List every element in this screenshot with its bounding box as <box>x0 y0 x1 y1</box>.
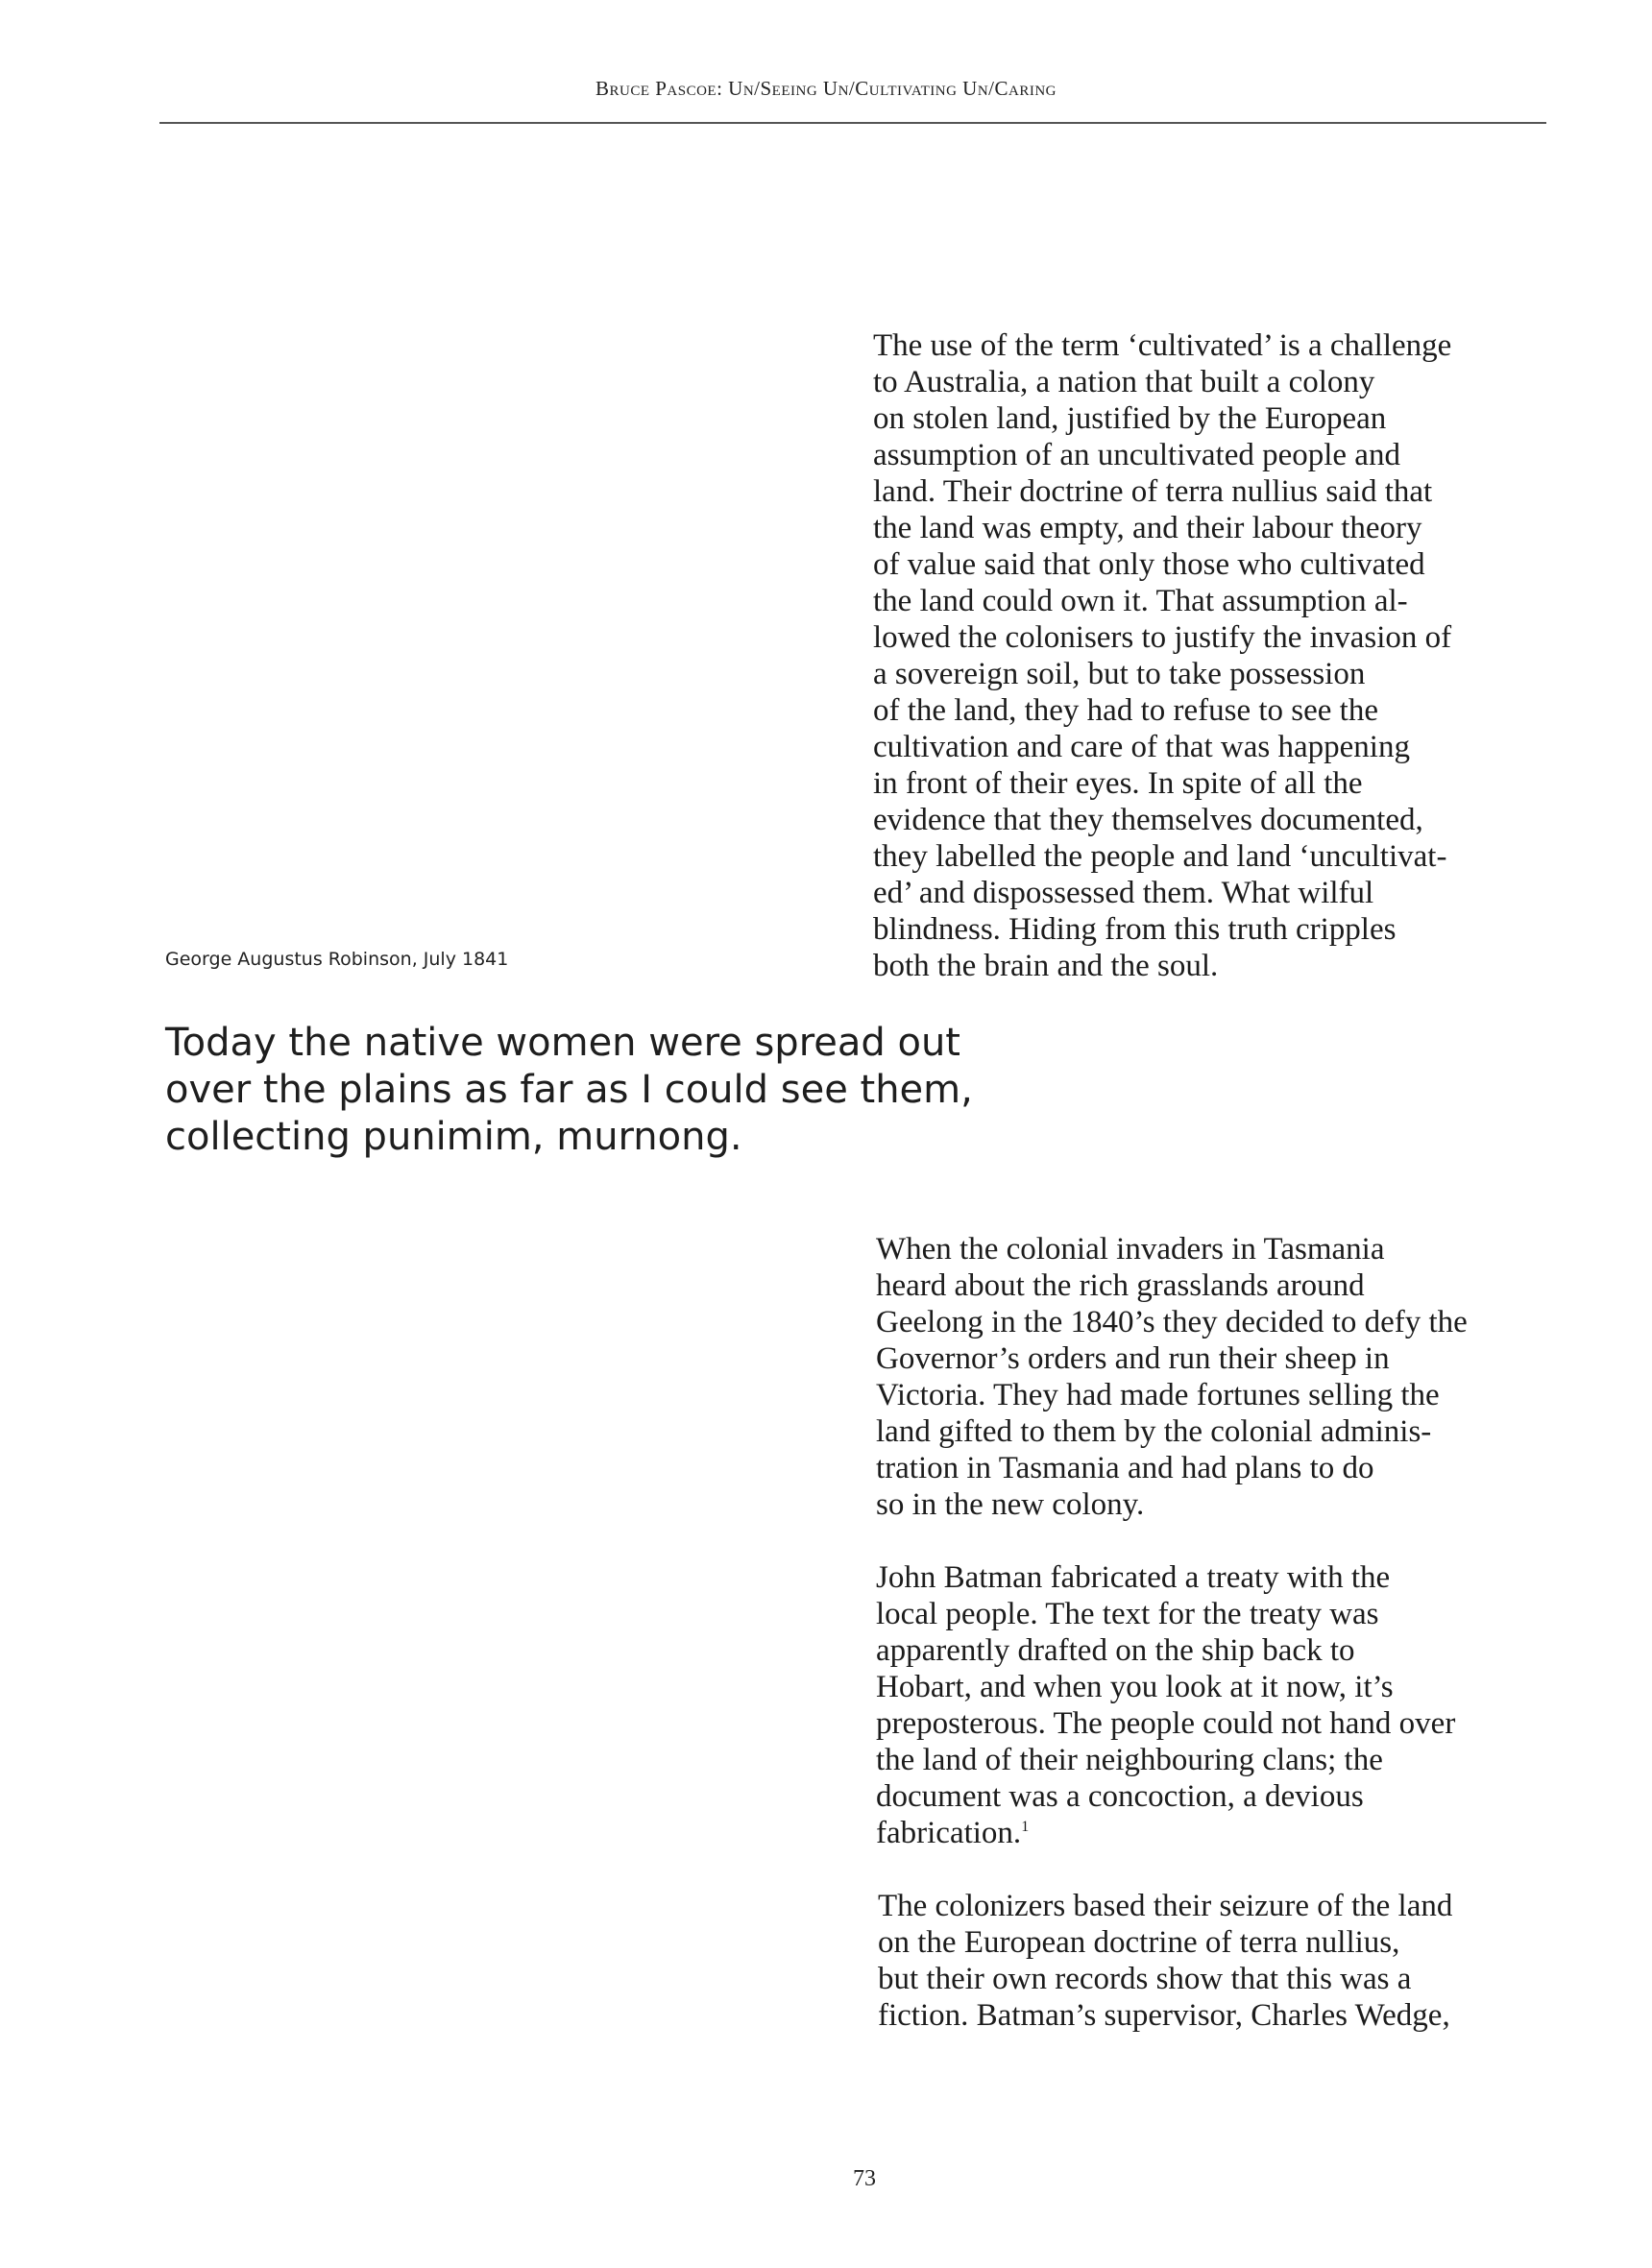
text-line: Geelong in the 1840’s they decided to defy the <box>876 1305 1468 1339</box>
text-line: The colonizers based their seizure of the land <box>878 1889 1453 1923</box>
text-line: tration in Tasmania and had plans to do <box>876 1451 1374 1485</box>
text-line: preposterous. The people could not hand over <box>876 1706 1456 1741</box>
pull-quote-line: over the plains as far as I could see them, <box>165 1068 973 1112</box>
text-line: heard about the rich grasslands around <box>876 1268 1365 1303</box>
paragraph-batman-treaty <box>876 1559 1455 1851</box>
text-line: both the brain and the soul. <box>873 949 1219 983</box>
text-line: apparently drafted on the ship back to <box>876 1633 1355 1668</box>
text-line: local people. The text for the treaty was <box>876 1597 1379 1631</box>
text-line: ed’ and dispossessed them. What wilful <box>873 876 1374 910</box>
text-line: fiction. Batman’s supervisor, Charles Wedge, <box>878 1998 1450 2033</box>
text-line <box>876 1815 1455 1851</box>
header-rule <box>159 122 1546 124</box>
text-line: Governor’s orders and run their sheep in <box>876 1341 1390 1376</box>
text-line: a sovereign soil, but to take possession <box>873 657 1366 691</box>
text-line: but their own records show that this was a <box>878 1962 1412 1996</box>
footnote-marker[interactable]: 1 <box>1021 1819 1030 1835</box>
text-line: land. Their doctrine of terra nullius said that <box>873 474 1433 509</box>
text-line: lowed the colonisers to justify the invasion of <box>873 620 1452 655</box>
text-line: of value said that only those who cultivated <box>873 547 1425 582</box>
text-line: on stolen land, justified by the European <box>873 401 1387 436</box>
pull-quote <box>165 1020 973 1161</box>
page-number: 73 <box>853 2166 876 2191</box>
text-line: of the land, they had to refuse to see the <box>873 693 1378 728</box>
text-line: Hobart, and when you look at it now, it’s <box>876 1670 1394 1704</box>
text-line: document was a concoction, a devious <box>876 1779 1364 1814</box>
text-line: blindness. Hiding from this truth cripples <box>873 912 1397 947</box>
text-line-content: fabrication. <box>876 1816 1022 1850</box>
text-line: the land was empty, and their labour theory <box>873 511 1422 545</box>
text-line: to Australia, a nation that built a colony <box>873 365 1375 399</box>
text-line: they labelled the people and land ‘uncultivat- <box>873 839 1447 874</box>
text-line: Victoria. They had made fortunes selling the <box>876 1378 1440 1412</box>
text-line: the land of their neighbouring clans; the <box>876 1743 1383 1777</box>
paragraph-terra-nullius <box>873 327 1451 984</box>
paragraph-colonial-invaders <box>876 1231 1468 1523</box>
text-line: The use of the term ‘cultivated’ is a challenge <box>873 328 1452 363</box>
pull-quote-line: collecting punimim, murnong. <box>165 1115 742 1159</box>
text-line: on the European doctrine of terra nullius, <box>878 1925 1400 1960</box>
quote-attribution: George Augustus Robinson, July 1841 <box>165 949 509 970</box>
text-line: assumption of an uncultivated people and <box>873 438 1400 472</box>
text-line: cultivation and care of that was happening <box>873 730 1410 764</box>
text-line: evidence that they themselves documented, <box>873 803 1423 837</box>
text-line: John Batman fabricated a treaty with the <box>876 1560 1391 1595</box>
text-line: When the colonial invaders in Tasmania <box>876 1232 1385 1267</box>
paragraph-colonizers-records <box>878 1888 1452 2034</box>
text-line: the land could own it. That assumption al- <box>873 584 1408 618</box>
pull-quote-line: Today the native women were spread out <box>165 1021 960 1065</box>
text-line: land gifted to them by the colonial adminis- <box>876 1414 1432 1449</box>
running-head: Bruce Pascoe: Un/Seeing Un/Cultivating Un/Caring <box>595 77 1057 100</box>
text-line: so in the new colony. <box>876 1487 1145 1522</box>
text-line: in front of their eyes. In spite of all the <box>873 766 1363 801</box>
